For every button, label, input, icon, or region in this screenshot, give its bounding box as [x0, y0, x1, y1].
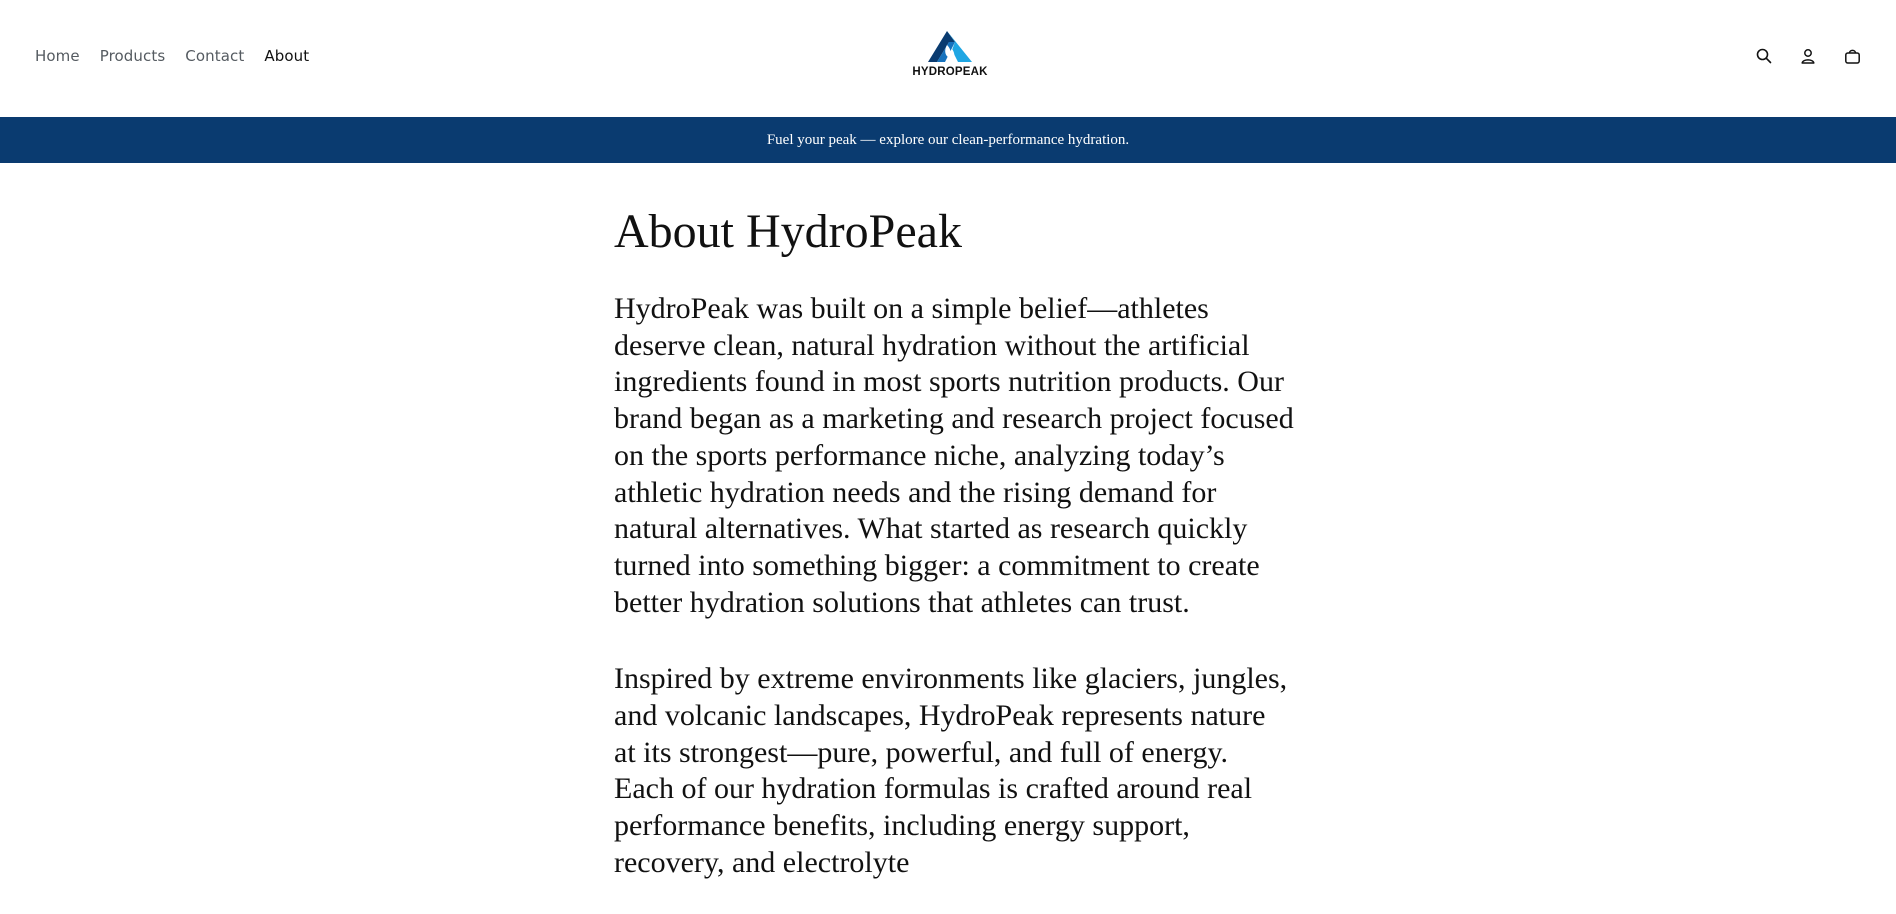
mountain-logo-icon	[925, 28, 975, 64]
brand-logo[interactable]	[910, 28, 990, 78]
announcement-text: Fuel your peak — explore our clean-performance hydration.	[766, 132, 1130, 148]
page-title: About HydroPeak	[614, 205, 962, 258]
main-nav	[35, 47, 309, 65]
about-content	[614, 198, 1304, 882]
nav-products-link[interactable]: Products	[99, 47, 166, 65]
site-header	[0, 0, 1896, 117]
account-icon[interactable]	[1798, 46, 1818, 66]
announcement-bar	[0, 117, 1896, 163]
about-paragraph: Inspired by extreme environments like glaciers, jungles, and volcanic landscapes, HydroPeak represents nature at its strongest—pure, powerful, and full of energy. Each of our hydration formulas is crafted around real performance benefits, including energy support, recovery, and electrolyte	[614, 662, 1288, 879]
header-actions	[1754, 46, 1862, 66]
nav-contact-link[interactable]: Contact	[185, 47, 245, 65]
brand-name: HYDROPEAK	[912, 66, 988, 78]
nav-about-link[interactable]: About	[264, 47, 310, 65]
cart-icon[interactable]	[1842, 46, 1862, 66]
search-icon[interactable]	[1754, 46, 1774, 66]
about-paragraph: HydroPeak was built on a simple belief—athletes deserve clean, natural hydration without the artificial ingredients found in most sports nutrition products. Our brand began as a marketing and research project focused on the sports performance niche, analyzing today’s athletic hydration needs and the rising demand for natural alternatives. What started as research quickly turned into something bigger: a commitment to create better hydration solutions that athletes can trust.	[614, 292, 1294, 619]
nav-home-link[interactable]: Home	[35, 47, 80, 65]
